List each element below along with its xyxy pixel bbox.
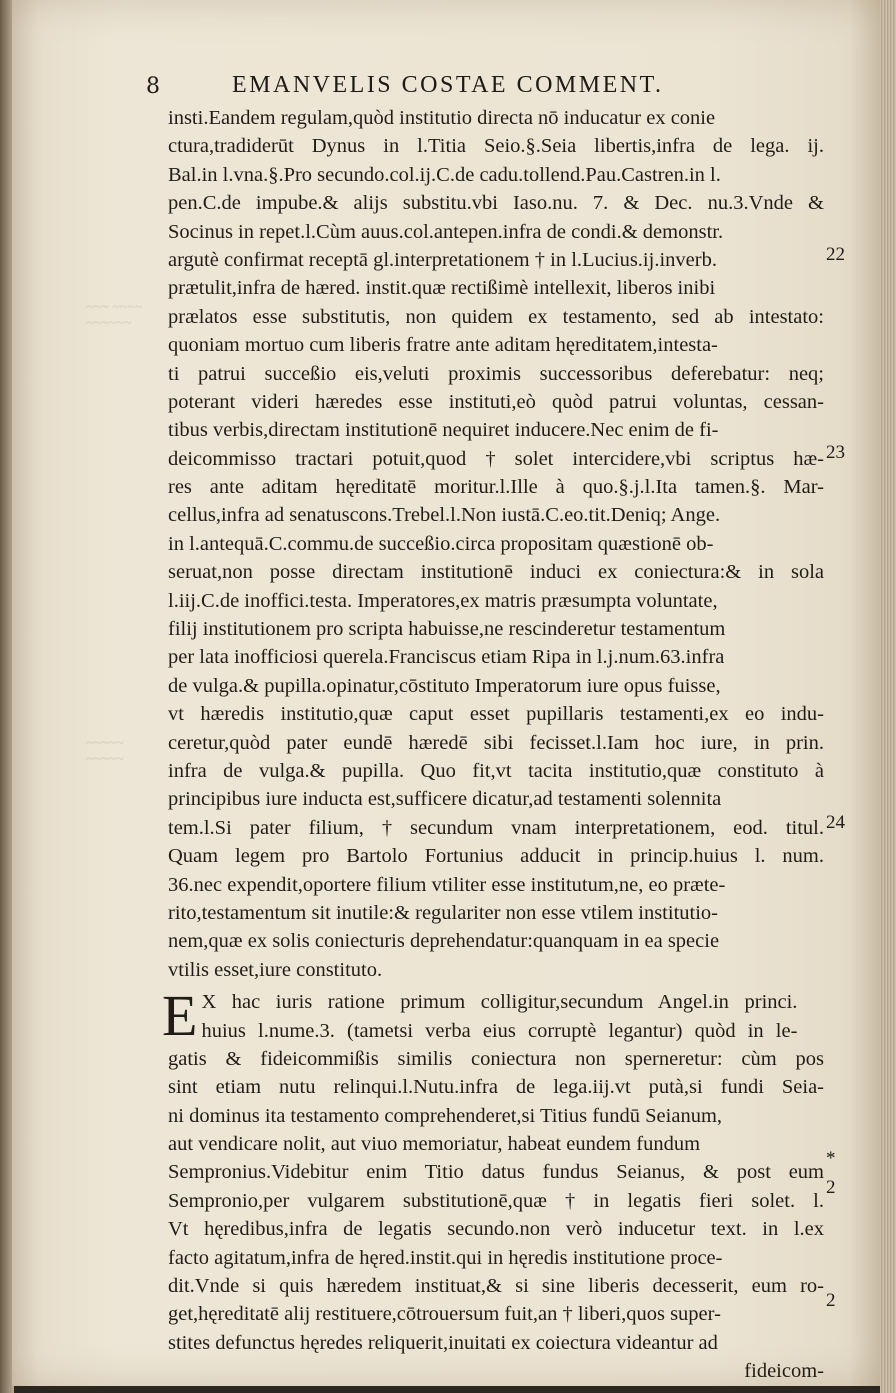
text-line: facto agitatum,infra de hęred.instit.qui in hęredis institutione proce- [168,1246,723,1269]
folio-number: 8 [146,74,160,99]
text-line: ctura,tradiderūt Dynus in l.Titia Seio.§.Seia libertis,infra de lega. ij. [168,135,824,158]
page-header [0,64,896,104]
catchword: fideicom- [744,1360,824,1383]
text-line: pen.C.de impube.& alijs substitu.vbi Iaso.nu. 7. & Dec. nu.3.Vnde & [168,192,824,215]
bleed-through-ghost-1: ~~~ ~~~~ ~~~~~~ [86,300,143,331]
text-line: insti.Eandem regulam,quòd institutio directa nō inducatur ex conie [168,107,716,129]
text-line: sint etiam nutu relinqui.l.Nutu.infra de lega.iij.vt putà,si fundi Seia- [168,1076,824,1099]
paragraph-2 [162,983,824,1357]
text-line: ti patrui succeßio eis,veluti proximis successoribus deferebatur: neq; [168,362,824,385]
text-line: deicommisso tractari potuit,quod † solet intercidere,vbi scriptus hæ- [168,447,824,470]
drop-cap: E [162,983,198,1049]
body-text [162,104,824,1386]
text-line: cellus,infra ad senatuscons.Trebel.l.Non iustā.C.eo.tit.Deniq; Ange. [168,504,721,527]
text-line: quoniam mortuo cum liberis fratre ante aditam hęreditatem,intesta- [168,334,718,357]
margin-number-22: 22 [826,244,845,265]
text-line: gatis & fideicommißis similis coniectura non sperneretur: cùm pos [168,1047,824,1070]
text-line: X hac iuris ratione primum colligitur,secundum Angel.in princi. [201,991,798,1014]
text-line: aut vendicare nolit, aut viuo memoriatur, habeat eundem fundum [168,1133,701,1156]
text-line: Vt hęredibus,infra de legatis secundo.non verò inducetur text. in l.ex [168,1218,824,1241]
text-line: de vulga.& pupilla.opinatur,cōstituto Imperatorum iure opus fuisse, [168,674,721,697]
page-edges [880,0,896,1393]
text-line: res ante aditam hęreditatē moritur.l.Ille à quo.§.j.l.Ita tamen.§. Mar- [168,476,824,499]
text-line: stites defunctus hęredes reliquerit,inuitati ex coiectura videantur ad [168,1331,718,1354]
margin-number-24: 24 [826,812,845,833]
text-line: vtilis esset,iure constituto. [168,958,383,981]
text-line: argutè confirmat receptā gl.interpretationem † in l.Lucius.ij.inverb. [168,248,717,271]
text-line: seruat,non posse directam institutionē induci ex coniectura:& in sola [168,561,824,584]
text-line: poterant videri hæredes esse instituti,eò quòd patrui voluntas, cessan- [168,390,824,413]
text-line: Sempronius.Videbitur enim Titio datus fundus Seianus, & post eum [168,1161,824,1184]
text-line: principibus iure inducta est,sufficere dicatur,ad testamenti solennita [168,788,722,811]
text-line: dit.Vnde si quis hæredem instituat,& si sine liberis decesserit, eum ro- [168,1275,824,1298]
margin-number-2-b: 2 [826,1290,836,1311]
text-line: filij institutionem pro scripta habuisse,ne rescinderetur testamentum [168,618,726,641]
text-line: 36.nec expendit,oportere filium vtiliter esse institutum,ne, eo præte- [168,873,726,896]
margin-star: * [826,1148,836,1169]
running-head: EMANVELIS COSTAE COMMENT. [232,72,664,98]
text-line: vt hæredis institutio,quæ caput esset pupillaris testamenti,ex eo indu- [168,703,824,726]
text-line: get,hęreditatē alij restituere,cōtrouersum fuit,an † liberi,quos super- [168,1303,721,1326]
text-line: tem.l.Si pater filium, † secundum vnam interpretationem, eod. titul. [168,816,824,839]
text-line: per lata inofficiosi querela.Franciscus etiam Ripa in l.j.num.63.infra [168,646,725,669]
text-line: infra de vulga.& pupilla. Quo fit,vt tacita institutio,quæ constituto à [168,759,824,782]
text-line: rito,testamentum sit inutile:& regulariter non esse vtilem institutio- [168,901,718,924]
text-line: Sempronio,per vulgarem substitutionē,quæ † in legatis fieri solet. l. [168,1189,824,1212]
margin-number-23: 23 [826,442,845,463]
text-line: tibus verbis,directam institutionē nequiret inducere.Nec enim de fi- [168,419,719,442]
text-line: ni dominus ita testamento comprehenderet,si Titius fundū Seianum, [168,1104,723,1127]
text-line: Socinus in repet.l.Cùm auus.col.antepen.infra de condi.& demonstr. [168,220,724,243]
text-line: prætulit,infra de hæred. instit.quæ rectißimè intellexit, liberos inibi [168,277,716,300]
text-line: huius l.nume.3. (tametsi verba eius corruptè legantur) quòd in le- [201,1019,798,1042]
margin-number-2-a: 2 [826,1177,836,1198]
text-line: nem,quæ ex solis coniecturis deprehendatur:quanquam in ea specie [168,930,720,953]
text-line: Quam legem pro Bartolo Fortunius adducit in princip.huius l. num. [168,845,824,868]
text-line: prælatos esse substitutis, non quidem ex testamento, sed ab intestato: [168,305,824,328]
bleed-through-ghost-2: ~~~~~ ~~~~~ [86,736,124,767]
text-line: ceretur,quòd pater eundē hæredē sibi fecisset.l.Iam hoc iure, in prin. [168,731,824,754]
paragraph-1 [168,104,824,984]
text-line: Bal.in l.vna.§.Pro secundo.col.ij.C.de cadu.tollend.Pau.Castren.in l. [168,163,721,186]
text-line: in l.antequā.C.commu.de succeßio.circa propositam quæstionē ob- [168,532,714,555]
text-line: l.iij.C.de inoffici.testa. Imperatores,ex matris præsumpta voluntate, [168,589,718,612]
